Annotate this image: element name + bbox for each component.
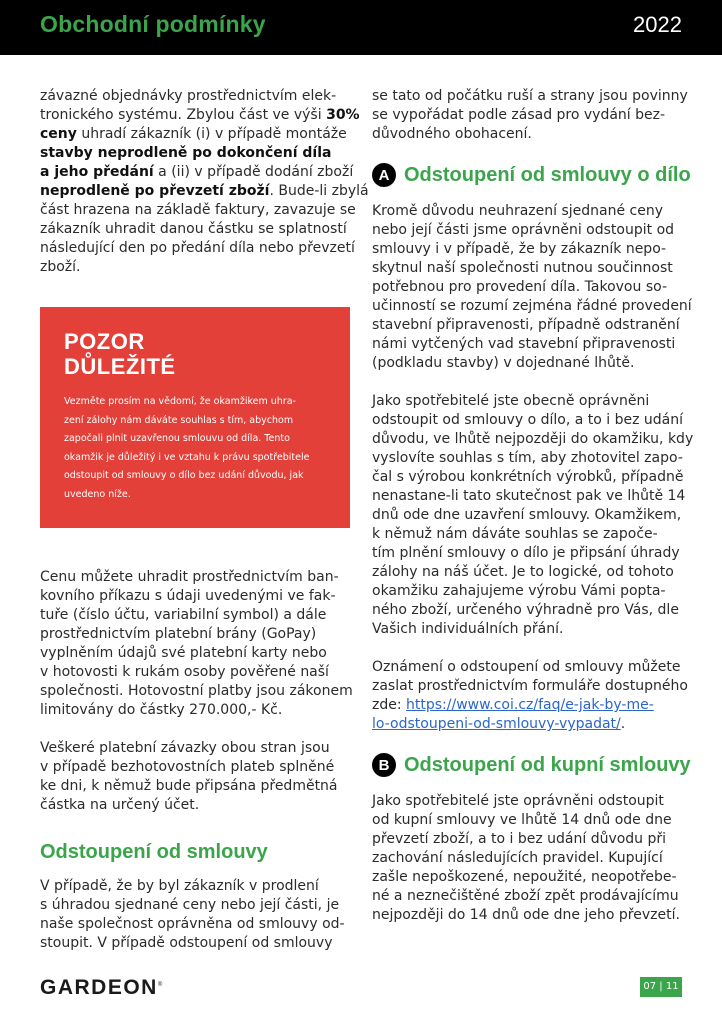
withdrawal-notice-paragraph: [372, 658, 692, 734]
text-line: Kromě důvodu neuhrazení sjednané ceny: [372, 203, 663, 219]
payment-paragraph: [40, 87, 369, 277]
text-line: skytnul naší společnosti nutnou součinnost: [372, 260, 673, 276]
work-contract-paragraph-1: [372, 202, 692, 373]
text-line: Veškeré platební závazky obou stran jsou: [40, 740, 330, 756]
text-line: zašle nepoškozené, nepoužité, neopotřebe-: [372, 869, 677, 885]
text-line: tím plnění smlouvy o dílo je připsání úhrady: [372, 545, 680, 561]
payment-obligations-paragraph: [40, 739, 352, 815]
purchase-contract-paragraph: [372, 792, 692, 925]
text-line: ke dni, k němuž bude připsána předmětná: [40, 778, 338, 794]
warning-line: uvedeno níže.: [64, 488, 131, 500]
text-line: limitovány do částky 270.000,- Kč.: [40, 702, 283, 718]
text-line: se vypořádat podle zásad pro vydání bez-: [372, 107, 666, 123]
text-line: lo-odstoupeni-od-smlouvy-vypadat/.: [372, 716, 626, 732]
text-line: stavební připravenosti, případně odstranění: [372, 317, 680, 333]
text-line: naše společnost oprávněna od smlouvy od-: [40, 916, 345, 932]
warning-line: odstoupit od smlouvy o dílo bez udání důvodu, jak: [64, 470, 304, 481]
text-line: okamžiku zahajujeme výrobu Vámi popta-: [372, 583, 666, 599]
text-line: nebo její části jsme oprávněni odstoupit od: [372, 222, 675, 238]
section-a-title: Odstoupení od smlouvy o dílo: [404, 164, 691, 186]
text-line: neprodleně po převzetí zboží. Bude-li zbylá: [40, 183, 369, 199]
text-line: né a neznečištěné zboží zpět prodávajícímu: [372, 888, 679, 904]
text-line: nejpozději do 14 dnů ode dne jeho převzetí.: [372, 907, 680, 923]
payment-methods-paragraph: [40, 568, 352, 720]
text-line: Jako spotřebitelé jste oprávněni odstoupit: [372, 793, 664, 809]
text-line: a jeho předání a (ii) v případě dodání zboží: [40, 164, 354, 180]
text-line: zákazník uhradit danou částku se splatností: [40, 221, 347, 237]
section-a-heading: [372, 162, 692, 188]
text-line: s úhradou sjednané ceny nebo její části, je: [40, 897, 340, 913]
page-header: [0, 0, 722, 55]
work-contract-paragraph-2: [372, 392, 692, 639]
text-line: Jako spotřebitelé jste obecně oprávněni: [372, 393, 650, 409]
text-line: část hrazena na základě faktury, zavazuje se: [40, 202, 356, 218]
text-line: následující den po předání díla nebo převzetí: [40, 240, 355, 256]
text-line: v hotovosti k rukám osoby pověřené naší: [40, 664, 329, 680]
left-column: [40, 87, 369, 953]
gardeon-logo: [40, 976, 162, 1000]
text-line: tuře (číslo účtu, variabilní symbol) a dále: [40, 607, 327, 623]
text-line: stoupit. V případě odstoupení od smlouvy: [40, 935, 333, 951]
text-line: ného zboží, určeného výhradně pro Vás, dle: [372, 602, 679, 618]
text-line: závazné objednávky prostřednictvím elek-: [40, 88, 337, 104]
text-line: tronického systému. Zbylou část ve výši 30%: [40, 107, 360, 123]
text-line: společnosti. Hotovostní platby jsou zákonem: [40, 683, 353, 699]
text-line: V případě, že by byl zákazník v prodlení: [40, 878, 319, 894]
text-line: Vašich individuálních přání.: [372, 621, 564, 637]
text-line: čal s výrobou konkrétních výrobků, případně: [372, 469, 684, 485]
text-line-bold: stavby neprodleně po dokončení díla: [40, 145, 332, 161]
section-b-title: Odstoupení od kupní smlouvy: [404, 754, 691, 776]
warning-text: [64, 393, 326, 504]
text-line: (podkladu stavby) v dojednané lhůtě.: [372, 355, 635, 371]
text-line: kovního příkazu s údaji uvedenými ve fak-: [40, 588, 336, 604]
logo-text: GARDEON: [40, 976, 158, 999]
warning-title-line-2: DŮLEŽITÉ: [64, 354, 176, 379]
text-line: učinností se rozumí zejména řádné provedení: [372, 298, 692, 314]
text-line: důvodu, ve lhůtě nejpozději do okamžiku, kdy: [372, 431, 694, 447]
text-line: se tato od počátku ruší a strany jsou povinny: [372, 88, 688, 104]
text-line: prostřednictvím platební brány (GoPay): [40, 626, 317, 642]
warning-line: započali plnit uzavřenou smlouvu od díla. Tento: [64, 433, 290, 444]
warning-title: [64, 329, 326, 379]
coi-form-link[interactable]: https://www.coi.cz/faq/e-jak-by-me-: [406, 697, 654, 713]
registered-mark: ®: [157, 982, 163, 988]
document-year: 2022: [633, 12, 682, 37]
text-line: zálohy na náš účet. Je to logické, od tohoto: [372, 564, 674, 580]
page-number-badge: 07 | 11: [640, 977, 682, 997]
text-line: nenastane-li tato skutečnost pak ve lhůtě 14: [372, 488, 686, 504]
right-column: [372, 87, 692, 925]
warning-title-line-1: POZOR: [64, 329, 145, 354]
withdrawal-paragraph: [40, 877, 352, 953]
coi-form-link-continued[interactable]: lo-odstoupeni-od-smlouvy-vypadat/: [372, 716, 621, 732]
text-line: zachování následujících pravidel. Kupující: [372, 850, 663, 866]
text-line: Cenu můžete uhradit prostřednictvím ban-: [40, 569, 339, 585]
text-line: zde: https://www.coi.cz/faq/e-jak-by-me-: [372, 697, 654, 713]
text-line: zboží.: [40, 259, 81, 275]
text-line: ceny uhradí zákazník (i) v případě montáže: [40, 126, 347, 142]
text-line: Oznámení o odstoupení od smlouvy můžete: [372, 659, 681, 675]
warning-line: Vezměte prosím na vědomí, že okamžikem uhra-: [64, 396, 296, 407]
text-line: dnů ode dne uzavření smlouvy. Okamžikem,: [372, 507, 682, 523]
text-line: v případě bezhotovostních plateb splněné: [40, 759, 335, 775]
warning-line: okamžik je důležitý i ve vztahu k právu spotřebitele: [64, 451, 310, 463]
text-line: vyslovíte souhlas s tím, aby zhotovitel zapo-: [372, 450, 683, 466]
text-line: smlouvy i v případě, že by zákazník nepo-: [372, 241, 667, 257]
circle-letter-a-icon: A: [372, 163, 396, 187]
text-line: zaslat prostřednictvím formuláře dostupného: [372, 678, 688, 694]
warning-line: zení zálohy nám dáváte souhlas s tím, abychom: [64, 414, 294, 426]
document-title: Obchodní podmínky: [40, 11, 266, 37]
text-line: důvodného obohacení.: [372, 126, 532, 142]
text-line: převzetí zboží, a to i bez udání důvodu při: [372, 831, 667, 847]
text-line: k němuž nám dáváte souhlas se započe-: [372, 526, 658, 542]
text-line: částka na určený účet.: [40, 797, 200, 813]
warning-box: [40, 307, 350, 528]
section-heading-withdrawal: Odstoupení od smlouvy: [40, 841, 268, 863]
section-b-heading: [372, 752, 692, 778]
text-line: vyplněním údajů své platební karty nebo: [40, 645, 327, 661]
text-line: potřebnou pro provedení díla. Takovou so-: [372, 279, 667, 295]
withdrawal-continuation-paragraph: [372, 87, 692, 144]
circle-letter-b-icon: B: [372, 753, 396, 777]
text-line: námi vytčených vad stavební připravenosti: [372, 336, 676, 352]
text-line: odstoupit od smlouvy o dílo, a to i bez udání: [372, 412, 683, 428]
text-line: od kupní smlouvy ve lhůtě 14 dnů ode dne: [372, 812, 672, 828]
